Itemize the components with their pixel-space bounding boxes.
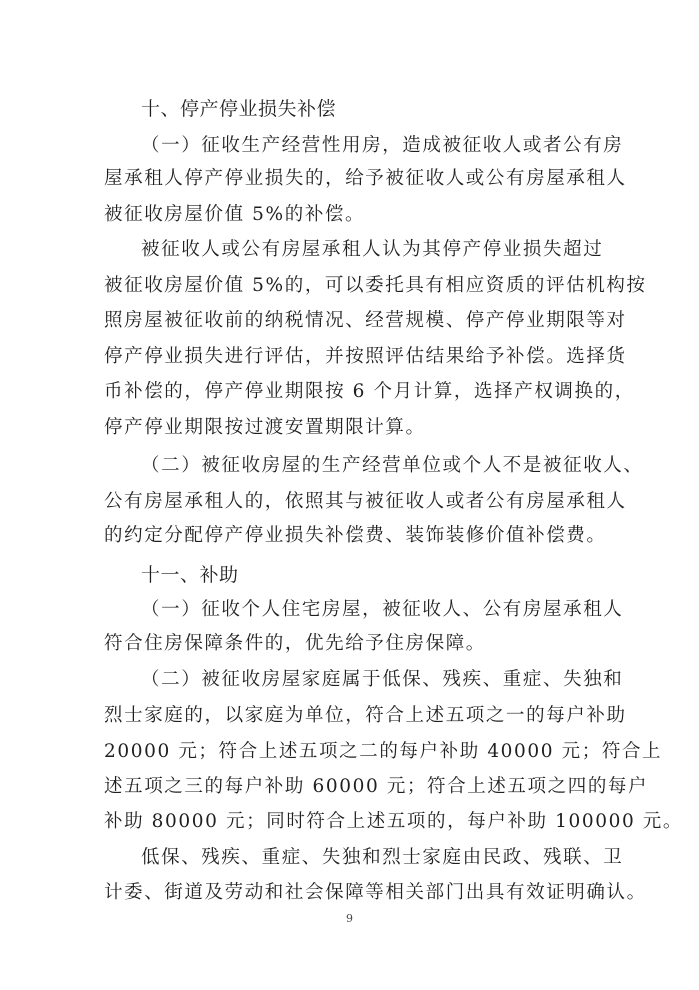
section-10-line-12: 的约定分配停产停业损失补偿费、装饰装修价值补偿费。 <box>104 525 607 546</box>
section-11-line-6: 述五项之三的每户补助 60000 元；符合上述五项之四的每户 <box>104 776 649 797</box>
section-11-line-2: 符合住房保障条件的，优先给予住房保障。 <box>104 633 486 654</box>
section-11-line-5: 20000 元；符合上述五项之二的每户补助 40000 元；符合上 <box>104 741 663 762</box>
section-11-line-9: 计委、街道及劳动和社会保障等相关部门出具有效证明确认。 <box>104 882 647 903</box>
section-10-line-9: 停产停业期限按过渡安置期限计算。 <box>104 417 426 438</box>
section-10-line-7: 停产停业损失进行评估，并按照评估结果给予补偿。选择货 <box>104 346 627 367</box>
section-11-line-4: 烈士家庭的，以家庭为单位，符合上述五项之一的每户补助 <box>104 705 627 726</box>
section-10-line-4: 被征收人或公有房屋承租人认为其停产停业损失超过 <box>141 239 604 260</box>
section-11-line-7: 补助 80000 元；同时符合上述五项的，每户补助 100000 元。 <box>104 811 683 832</box>
section-10-line-3: 被征收房屋价值 5%的补偿。 <box>104 204 366 225</box>
section-11-line-8: 低保、残疾、重症、失独和烈士家庭由民政、残联、卫 <box>141 847 624 868</box>
section-10-line-6: 照房屋被征收前的纳税情况、经营规模、停产停业期限等对 <box>104 310 627 331</box>
section-10-line-2: 屋承租人停产停业损失的，给予被征收人或公有房屋承租人 <box>104 168 627 189</box>
section-10-line-8: 币补偿的，停产停业期限按 6 个月计算，选择产权调换的， <box>104 381 635 402</box>
page-number: 9 <box>346 912 353 925</box>
section-10-heading: 十、停产停业损失补偿 <box>141 98 337 120</box>
section-10-line-11: 公有房屋承租人的，依照其与被征收人或者公有房屋承租人 <box>104 491 627 512</box>
section-10-line-10: （二）被征收房屋的生产经营单位或个人不是被征收人、 <box>141 455 644 476</box>
section-10-line-1: （一）征收生产经营性用房，造成被征收人或者公有房 <box>141 135 624 156</box>
section-10-line-5: 被征收房屋价值 5%的，可以委托具有相应资质的评估机构按 <box>104 275 647 296</box>
section-11-heading: 十一、补助 <box>141 564 239 586</box>
section-11-line-1: （一）征收个人住宅房屋，被征收人、公有房屋承租人 <box>141 599 624 620</box>
section-11-line-3: （二）被征收房屋家庭属于低保、残疾、重症、失独和 <box>141 669 624 690</box>
